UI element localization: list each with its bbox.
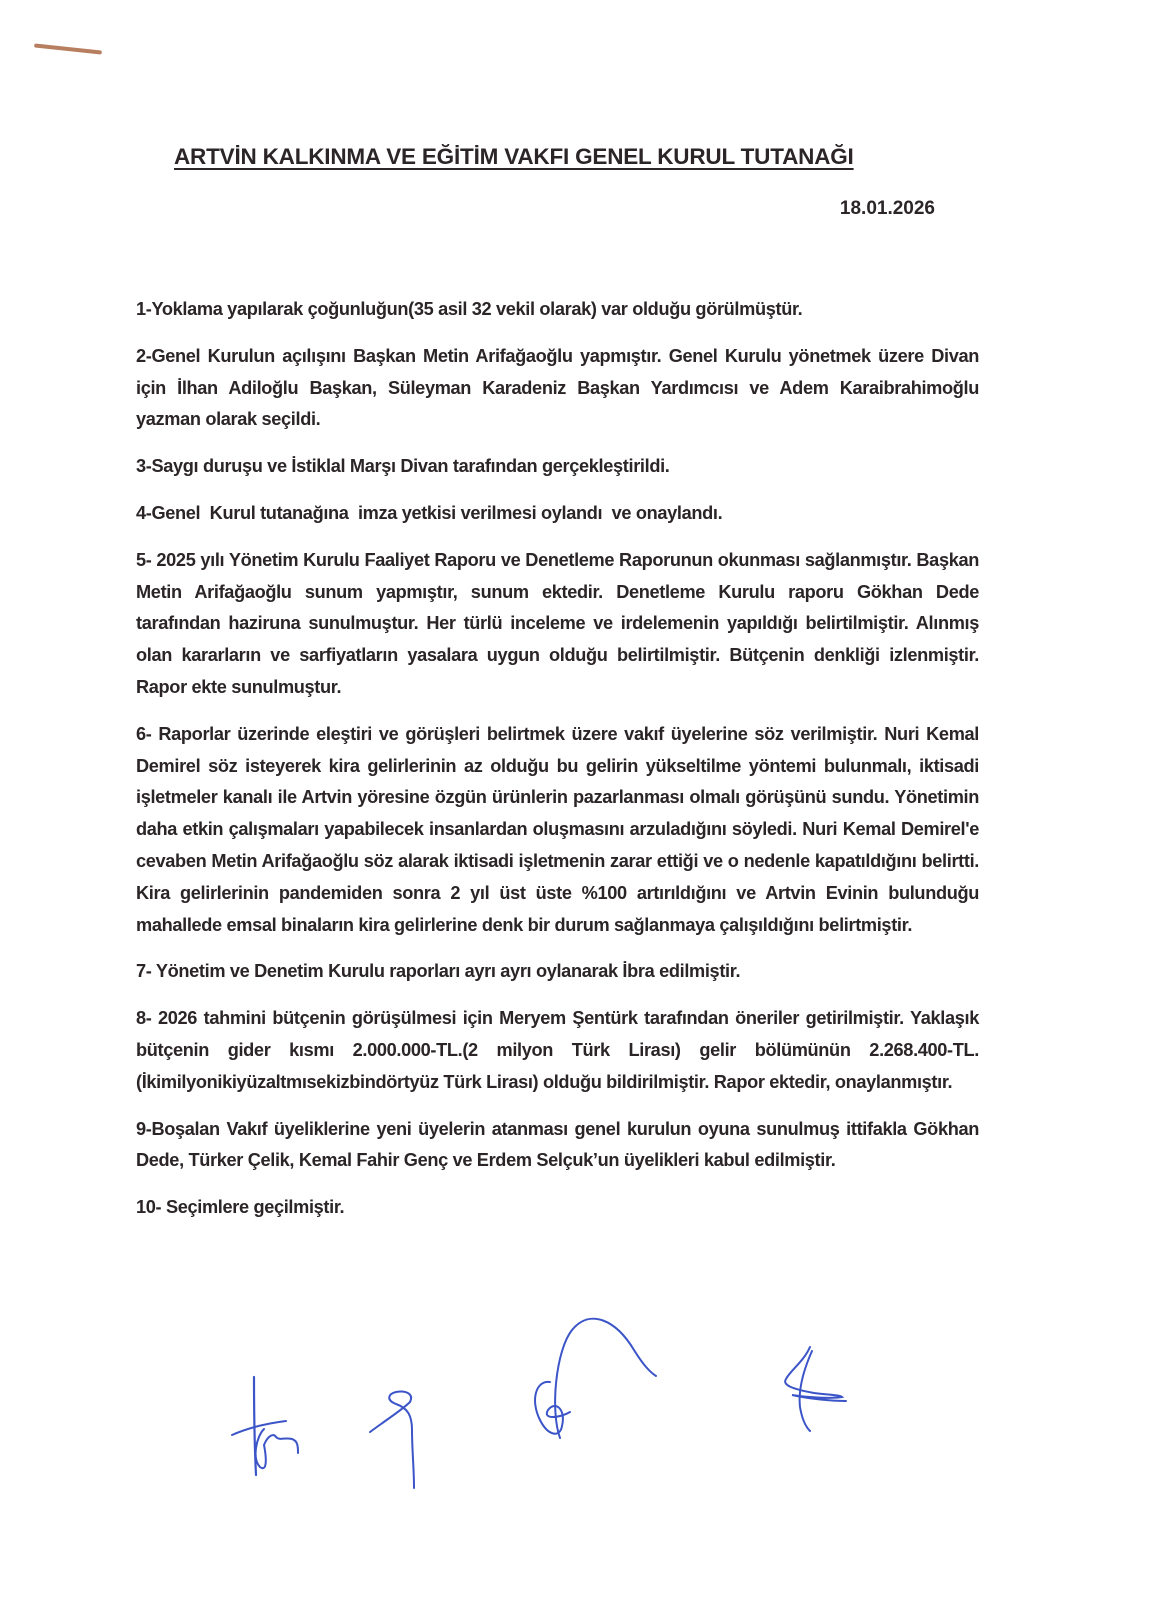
- minutes-item-7: 7- Yönetim ve Denetim Kurulu raporları ayrı ayrı oylanarak İbra edilmiştir.: [136, 961, 741, 982]
- minutes-item-2: 2-Genel Kurulun açılışını Başkan Metin Arifağaoğlu yapmıştır. Genel Kurulu yönetmek üzere Divan için İlhan Adiloğlu Başkan, Süleyman Karadeniz Başkan Yardımcısı ve Adem Karaibrahimoğlu yazman olarak seçildi.: [136, 345, 979, 430]
- signature-4: [770, 1345, 860, 1440]
- document-date: 18.01.2026: [839, 198, 935, 219]
- minutes-item-4: 4-Genel Kurul tutanağına imza yetkisi verilmesi oylandı ve onaylandı.: [136, 502, 723, 523]
- minutes-item-5: 5- 2025 yılı Yönetim Kurulu Faaliyet Raporu ve Denetleme Raporunun okunması sağlanmıştır. Başkan Metin Arifağaoğlu sunum yapmıştır, sunum ektedir. Denetleme Kurulu raporu Gökhan Dede tarafından haziruna sunulmuştur. Her türlü inceleme ve irdelemenin yapıldığı belirtilmiştir. Alınmış olan kararların ve sarfiyatların yasalara uygun olduğu belirtilmiştir. Bütçenin denkliği izlenmiştir. Rapor ekte sunulmuştur.: [136, 549, 979, 697]
- minutes-item-3: 3-Saygı duruşu ve İstiklal Marşı Divan tarafından gerçekleştirildi.: [136, 456, 670, 477]
- signature-area: [200, 1310, 880, 1490]
- minutes-item-6: 6- Raporlar üzerinde eleştiri ve görüşleri belirtmek üzere vakıf üyelerine söz verilmiştir. Nuri Kemal Demirel söz isteyerek kira gelirlerinin az olduğu bu gelirin yükseltilme yöntemi bulunmalı, iktisadi işletmeler kanalı ile Artvin yöresine özgün ürünlerin pazarlanması olmalı görüşünü sundu. Yönetimin daha etkin çalışmaları yapabilecek insanlardan oluşmasını arzuladığını söyledi. Nuri Kemal Demirel'e cevaben Metin Arifağaoğlu söz alarak iktisadi işletmenin zarar ettiği ve o nedenle kapatıldığını belirtti. Kira gelirlerinin pandemiden sonra 2 yıl üst üste %100 artırıldığını ve Artvin Evinin bulunduğu mahallede emsal binaların kira gelirlerine denk bir durum sağlanmaya çalışıldığını belirtmiştir.: [136, 723, 979, 935]
- minutes-item-10: 10- Seçimlere geçilmiştir.: [136, 1197, 345, 1218]
- scan-mark: [34, 43, 102, 54]
- signature-2: [368, 1390, 438, 1495]
- signature-1: [230, 1375, 320, 1490]
- document-title: ARTVİN KALKINMA VE EĞİTİM VAKFI GENEL KURUL TUTANAĞI: [174, 144, 854, 169]
- minutes-body: [136, 294, 979, 1239]
- signature-3: [520, 1310, 660, 1465]
- minutes-item-8: 8- 2026 tahmini bütçenin görüşülmesi için Meryem Şentürk tarafından öneriler getirilmiştir. Yaklaşık bütçenin gider kısmı 2.000.000-TL.(2 milyon Türk Lirası) gelir bölümünün 2.268.400-TL.(İkimilyonikiyüzaltmısekizbindörtyüz Türk Lirası) olduğu bildirilmiştir. Rapor ektedir, onaylanmıştır.: [136, 1008, 979, 1092]
- minutes-item-1: 1-Yoklama yapılarak çoğunluğun(35 asil 32 vekil olarak) var olduğu görülmüştür.: [136, 299, 803, 319]
- minutes-item-9: 9-Boşalan Vakıf üyeliklerine yeni üyelerin atanması genel kurulun oyuna sunulmuş ittifakla Gökhan Dede, Türker Çelik, Kemal Fahir Genç ve Erdem Selçuk’un üyelikleri kabul edilmiştir.: [136, 1118, 979, 1171]
